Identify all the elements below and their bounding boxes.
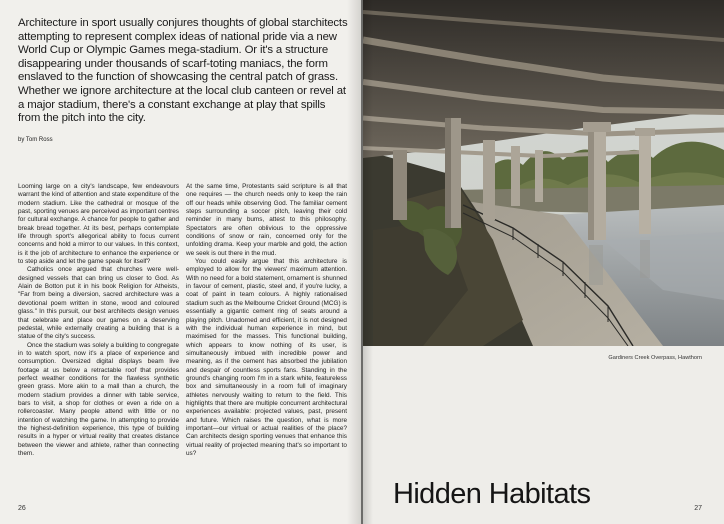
body-column-2 [186, 183, 347, 458]
right-page [363, 0, 724, 524]
byline: by Tom Ross [18, 137, 53, 143]
body-paragraph: At the same time, Protestants said scripture is all that one requires — the church needs only to keep the rain off our heads while observing God. The familiar cement steps surrounding a soccer pitch, leaving their cold reminder in many bums, attest to this philosophy. Spectators are often oblivious to the oppressive conditions of snow or rain, concerned only for the unfolding drama. Keep your marble and gold, the action we seek is out there in the mud. [186, 183, 347, 257]
body-paragraph: Catholics once argued that churches were well-designed vessels that can bring us closer to God. As Alain de Botton put it in his book Religion for Atheists, "Far from being a diversion, sacred architecture was a devotional poem written in stone, wood and coloured glass." In this pursuit, our best architects design venues that celebrate and place our games on a deserving pedestal, while externally creating a building that is a statue of the city's success. [18, 266, 179, 341]
gutter-shadow [347, 0, 361, 524]
body-paragraph: You could easily argue that this architecture is employed to allow for the viewers' maximum attention. With no need for a bold statement, ornament is shunned in favour of cement, plastic, steel and, if you're lucky, a coat of paint in team colours. A highly rationalised stadium such as the Melbourne Cricket Ground (MCG) is essentially a gigantic cement ring of seats around a playing pitch. Unadorned and efficient, it is not designed with the individual human experience in mind, but maximised for the masses. This functional building, which appears to know nothing of its user, is simultaneously imbued with incredible power and meaning, as if the cement has absorbed the jubilation and despair of countless sports fans. Standing in the ground's changing room I'm in a stark white, featureless box and simultaneously in a room full of imaginary athletes nervously waiting to return to the field. This highlights that there are multiple concurrent architectural experiences available: projected values, past, present and future. Which raises the question, what is more important—our virtual or actual realities of the place? Can architects design sporting venues that enhance this virtual reality of projected meaning that's so important to us? [186, 258, 347, 457]
intro-paragraph: Architecture in sport usually conjures thoughts of global starchitects attempting to represent complex ideas of national pride via a new World Cup or Olympic Games mega-stadium. Or it's a structure disappearing under thousands of scarf-toting maniacs, the form enslaved to the function of showcasing the central patch of grass. Whether we ignore architecture at the local club canteen or revel at a major stadium, there's a constant exchange at play that spills from the pitch into the city. [18, 17, 348, 125]
page-number-right: 27 [694, 505, 702, 512]
section-title: Hidden Habitats [393, 478, 591, 511]
left-page [0, 0, 361, 524]
photo-caption: Gardiners Creek Overpass, Hawthorn [608, 355, 702, 361]
gutter-shadow [363, 0, 373, 524]
overpass-photo-illustration [363, 0, 724, 346]
body-paragraph: Looming large on a city's landscape, few endeavours warrant the kind of attention and state expenditure of the modern stadium. Like the cathedral or mosque of the past, sporting venues are perceived as important centres for cultural exchange. A chance for people to gather and break bread together. At its best, perhaps contemplate life through sport's allegorical ability to focus current concerns and hold a mirror to our values. In this context, is it the job of architecture to enhance the experience or to step aside and let the game speak for itself? [18, 183, 179, 266]
body-paragraph: Once the stadium was solely a building to congregate in to watch sport, now it's a place of experience and consumption. Oversized digital displays beam live footage at us below a retractable roof that provides perfect weather conditions for the flawless synthetic green grass. More akin to a mall than a church, the modern stadium provides a dinner with table service, bars to visit, a shop for clothes or even a ride on a rollercoaster. Many people attend with little or no intention of watching the game. In attempting to provide the highest-definition experience, this type of building results in a hyper or virtual reality that creates distance between the viewer and athlete, rather than connecting them. [18, 341, 179, 457]
overpass-photo [363, 0, 724, 346]
page-number-left: 26 [18, 505, 26, 512]
body-column-1 [18, 183, 179, 458]
